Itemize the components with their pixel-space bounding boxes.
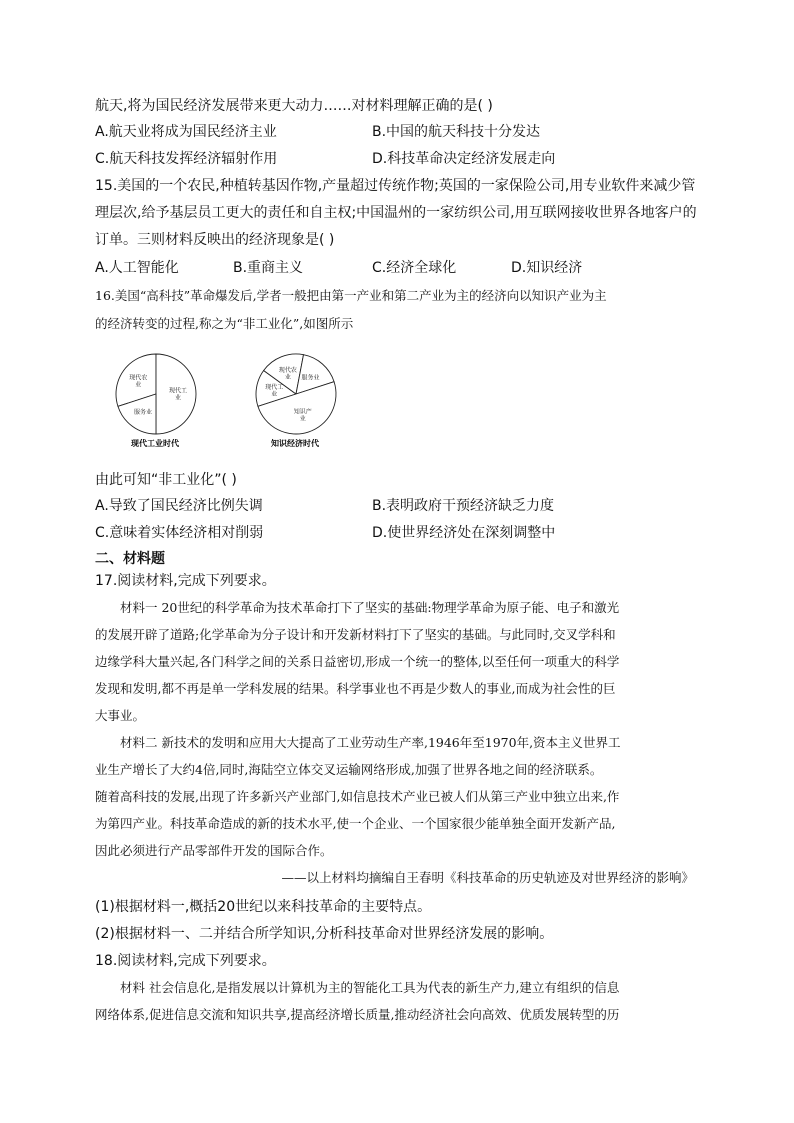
q17-material1-line3: 边缘学科大量兴起,各门科学之间的关系日益密切,形成一个统一的整体,以至任何一项重大的科学 xyxy=(95,654,620,669)
q17-material1-line5: 大事业。 xyxy=(95,708,146,723)
q14-stem-continuation: 航天,将为国民经济发展带来更大动力……对材料理解正确的是( ) xyxy=(95,98,493,114)
q17-material1-line1: 材料一 20世纪的科学革命为技术革命打下了坚实的基础:物理学革命为原子能、电子和激光 xyxy=(120,600,620,615)
q15-stem-line2: 理层次,给予基层员工更大的责任和自主权;中国温州的一家纺织公司,用互联网接收世界各地客户的 xyxy=(95,205,697,221)
q17-material2-line3: 随着高科技的发展,出现了许多新兴产业部门,如信息技术产业已被人们从第三产业中独立出来,作 xyxy=(95,789,620,804)
q14-option-d: D.科技革命决定经济发展走向 xyxy=(372,151,556,167)
pie-slice-label: 服务业 xyxy=(134,408,153,416)
q17-subquestion-1: (1)根据材料一,概括20世纪以来科技革命的主要特点。 xyxy=(95,899,432,915)
q15-option-d: D.知识经济 xyxy=(511,260,583,276)
q17-intro: 17.阅读材料,完成下列要求。 xyxy=(95,573,276,589)
q16-option-a: A.导致了国民经济比例失调 xyxy=(95,498,263,514)
pie-chart-knowledge-era xyxy=(240,348,350,452)
pie-slice-label: 现代农业 xyxy=(129,374,148,389)
pie2-title: 知识经济时代 xyxy=(271,439,319,448)
q17-material1-line4: 发现和发明,都不再是单一学科发展的结果。科学事业也不再是少数人的事业,而成为社会性的巨 xyxy=(95,681,616,696)
q18-material-line2: 网络体系,促进信息交流和知识共享,提高经济增长质量,推动经济社会向高效、优质发展转型的历 xyxy=(95,1007,620,1022)
q17-material2-line5: 因此必须进行产品零部件开发的国际合作。 xyxy=(95,843,333,858)
pie-slice-label: 知识产业 xyxy=(293,408,312,423)
q15-stem-line1: 15.美国的一个农民,种植转基因作物,产量超过传统作物;英国的一家保险公司,用专业软件来减少管 xyxy=(95,178,696,194)
q16-option-c: C.意味着实体经济相对削弱 xyxy=(95,525,264,541)
q16-option-b: B.表明政府干预经济缺乏力度 xyxy=(372,498,555,514)
q15-stem-line3: 订单。三则材料反映出的经济现象是( ) xyxy=(95,232,335,248)
q15-option-c: C.经济全球化 xyxy=(372,260,457,276)
pie-slice-label: 现代农业 xyxy=(278,367,297,382)
pie-chart-industrial-era-svg xyxy=(100,348,210,452)
pie-chart-knowledge-era-svg xyxy=(240,348,350,452)
q17-material1-line2: 的发展开辟了道路;化学革命为分子设计和开发新材料打下了坚实的基础。与此同时,交叉学科和 xyxy=(95,627,616,642)
q17-material2-line4: 为第四产业。科技革命造成的新的技术水平,使一个企业、一个国家很少能单独全面开发新产品, xyxy=(95,816,616,831)
q16-question: 由此可知“非工业化”( ) xyxy=(95,472,237,488)
pie-slice-label: 现代工业 xyxy=(265,384,284,399)
q16-option-d: D.使世界经济处在深刻调整中 xyxy=(372,525,556,541)
section-heading: 二、材料题 xyxy=(95,551,165,567)
pie-slice-label: 服务业 xyxy=(301,374,320,382)
q18-material-line1: 材料 社会信息化,是指发展以计算机为主的智能化工具为代表的新生产力,建立有组织的信息 xyxy=(120,980,620,995)
q14-option-a: A.航天业将成为国民经济主业 xyxy=(95,124,277,140)
q17-material2-line2: 业生产增长了大约4倍,同时,海陆空立体交叉运输网络形成,加强了世界各地之间的经济联系。 xyxy=(95,762,603,777)
q17-subquestion-2: (2)根据材料一、二并结合所学知识,分析科技革命对世界经济发展的影响。 xyxy=(95,926,554,942)
q16-stem-line2: 的经济转变的过程,称之为“非工业化”,如图所示 xyxy=(95,316,354,331)
q15-option-b: B.重商主义 xyxy=(233,260,304,276)
q16-stem-line1: 16.美国“高科技”革命爆发后,学者一般把由第一产业和第二产业为主的经济向以知识产业为主 xyxy=(95,288,607,303)
q15-option-a: A.人工智能化 xyxy=(95,260,179,276)
q14-option-c: C.航天科技发挥经济辐射作用 xyxy=(95,151,278,167)
q18-intro: 18.阅读材料,完成下列要求。 xyxy=(95,953,276,969)
q14-option-b: B.中国的航天科技十分发达 xyxy=(372,124,541,140)
pie-slice-label: 现代工业 xyxy=(168,387,188,402)
pie2-slices xyxy=(256,354,336,434)
q17-material2-line1: 材料二 新技术的发明和应用大大提高了工业劳动生产率,1946年至1970年,资本主义世界工 xyxy=(120,735,621,750)
q17-source-citation: ——以上材料均摘编自王春明《科技革命的历史轨迹及对世界经济的影响》 xyxy=(281,870,694,885)
pie-chart-industrial-era xyxy=(100,348,210,452)
pie1-title: 现代工业时代 xyxy=(131,439,179,448)
